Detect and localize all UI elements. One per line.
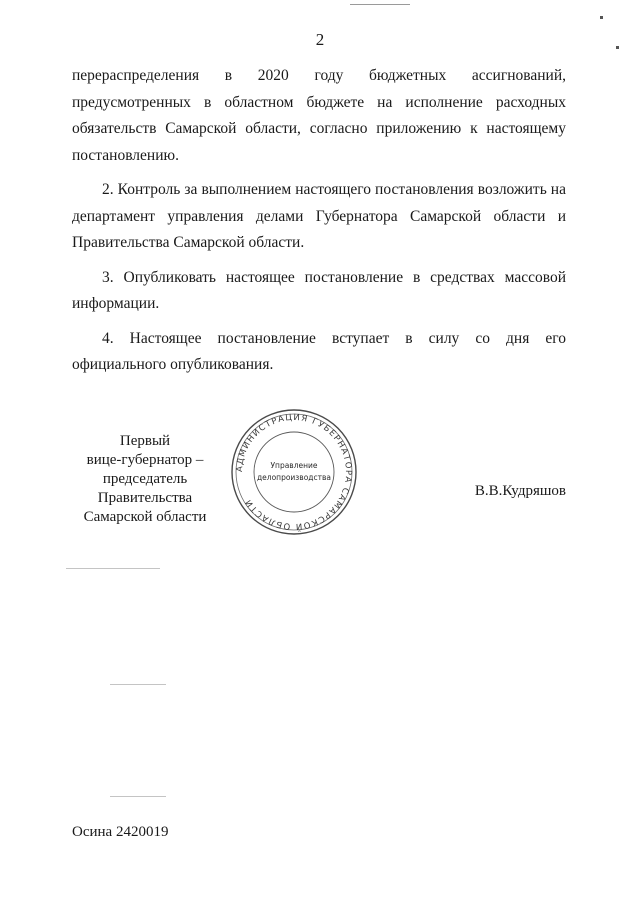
document-body [72, 63, 566, 387]
page-number: 2 [315, 30, 325, 49]
paragraph-continuation: перераспределения в 2020 году бюджетных ассигнований, предусмотренных в областном бюджете на исполнение расходных обязательств Самарской области, согласно приложению к настоящему постановлению. [72, 67, 566, 164]
official-seal-stamp [228, 406, 360, 538]
signatory-line-3: председатель Правительства [97, 471, 193, 506]
paragraph-item-4: 4. Настоящее постановление вступает в силу со дня его официального опубликования. [72, 329, 566, 373]
signatory-line-1: Первый [119, 433, 171, 449]
scan-speck [600, 16, 603, 19]
signatory-line-2: вице-губернатор – [86, 452, 204, 468]
executor-footer: Осина 2420019 [72, 824, 169, 840]
scan-speck [66, 568, 160, 569]
scan-speck [616, 46, 619, 49]
paragraph-item-2: 2. Контроль за выполнением настоящего постановления возложить на департамент управления делами Губернатора Самарской области и Правительства Самарской области. [72, 181, 566, 251]
scan-speck [110, 684, 166, 685]
scan-speck [350, 4, 410, 5]
stamp-inner-line-1: Управление [270, 461, 318, 470]
stamp-outer-text: АДМИНИСТРАЦИЯ ГУБЕРНАТОРА САМАРСКОЙ ОБЛАСТИ [234, 412, 354, 532]
signatory-position [60, 432, 230, 527]
paragraph-item-3: 3. Опубликовать настоящее постановление в средствах массовой информации. [72, 268, 566, 312]
stamp-inner-line-2: делопроизводства [256, 473, 332, 482]
signatory-name: В.В.Кудряшов [474, 483, 566, 499]
scan-speck [110, 796, 166, 797]
signatory-line-4: Самарской области [83, 509, 207, 525]
